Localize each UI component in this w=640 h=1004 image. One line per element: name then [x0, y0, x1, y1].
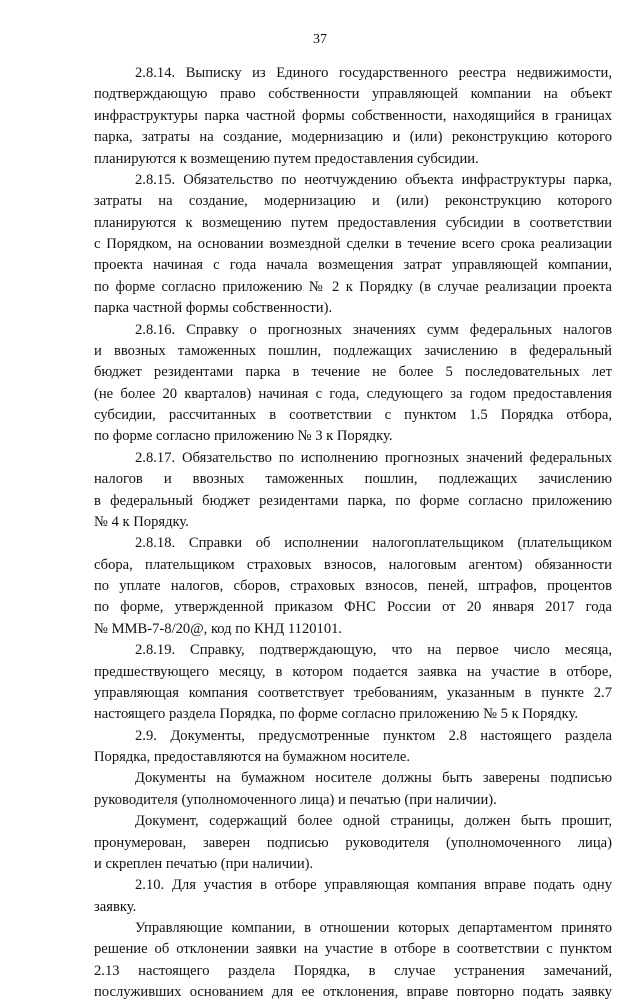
text-line: 2.10. Для участия в отборе управляющая компания вправе подать одну: [135, 877, 612, 894]
text-line: по уплате налогов, сборов, страховых взносов, пеней, штрафов, процентов: [94, 578, 612, 594]
text-line: 2.8.19. Справку, подтверждающую, что на первое число месяца,: [135, 642, 612, 659]
paragraph: [94, 726, 612, 769]
text-line: Документ, содержащий более одной страницы, должен быть прошит,: [135, 813, 612, 830]
paragraph: [94, 640, 612, 726]
document-body: [94, 63, 612, 1004]
text-line: в федеральный бюджет резидентами парка, по форме согласно приложению: [94, 492, 612, 509]
text-line: по форме согласно приложению № 3 к Порядку.: [94, 428, 393, 445]
text-line: управляющая компания соответствует требованиям, указанным в пункте 2.7: [94, 684, 612, 701]
text-line: 2.8.14. Выписку из Единого государственного реестра недвижимости,: [135, 65, 612, 81]
page-number: 37: [313, 32, 327, 47]
text-line: 2.9. Документы, предусмотренные пунктом 2.8 настоящего раздела: [135, 727, 612, 744]
text-line: сбора, плательщиком страховых взносов, налоговым агентом) обязанности: [94, 556, 612, 573]
text-line: планируются к возмещению путем предоставления субсидии.: [94, 150, 479, 167]
text-line: послуживших основанием для ее отклонения, вправе повторно подать заявку: [94, 984, 612, 1001]
text-line: руководителя (уполномоченного лица) и печатью (при наличии).: [94, 791, 497, 808]
paragraph: [94, 320, 612, 448]
text-line: затраты на создание, модернизацию и (или) реконструкцию которого: [94, 193, 612, 210]
text-line: и скреплен печатью (при наличии).: [94, 855, 314, 872]
text-line: подтверждающую право собственности управляющей компании на объект: [94, 86, 612, 103]
paragraph: [94, 875, 612, 918]
text-line: (не более 20 кварталов) начиная с года, следующего за годом предоставления: [94, 385, 612, 402]
text-line: № 4 к Порядку.: [94, 513, 189, 530]
text-line: планируются к возмещению путем предоставления субсидии в соответствии: [94, 214, 612, 231]
text-line: предшествующего месяцу, в котором подается заявка на участие в отборе,: [94, 663, 612, 680]
text-line: субсидии, рассчитанных в соответствии с пунктом 1.5 Порядка отбора,: [94, 407, 612, 423]
text-line: пронумерован, заверен подписью руководителя (уполномоченного лица): [94, 834, 612, 851]
text-line: парка частной формы собственности).: [94, 300, 333, 317]
text-line: Документы на бумажном носителе должны быть заверены подписью: [135, 770, 612, 787]
text-line: 2.8.17. Обязательство по исполнению прогнозных значений федеральных: [135, 449, 612, 466]
paragraph: [94, 918, 612, 1004]
paragraph: [94, 448, 612, 534]
paragraph: [94, 170, 612, 320]
paragraph: [94, 768, 612, 811]
text-line: 2.8.15. Обязательство по неотчуждению объекта инфраструктуры парка,: [135, 171, 612, 188]
text-line: № ММВ-7-8/20@, код по КНД 1120101.: [94, 620, 343, 637]
text-line: парка, затраты на создание, модернизацию и (или) реконструкцию которого: [94, 129, 612, 146]
text-line: налогов и ввозных таможенных пошлин, подлежащих зачислению: [94, 471, 612, 488]
text-line: 2.13 настоящего раздела Порядка, в случае устранения замечаний,: [94, 962, 612, 979]
text-line: решение об отклонении заявки на участие в отборе в соответствии с пунктом: [94, 941, 612, 958]
text-line: по форме согласно приложению № 2 к Порядку (в случае реализации проекта: [94, 278, 612, 295]
paragraph: [94, 63, 612, 170]
paragraph: [94, 811, 612, 875]
text-line: Порядка, предоставляются на бумажном носителе.: [94, 749, 411, 765]
text-line: бюджет резидентами парка в течение не более 5 последовательных лет: [94, 364, 612, 381]
text-line: инфраструктуры парка частной формы собственности, находящийся в границах: [94, 107, 612, 124]
text-line: 2.8.18. Справки об исполнении налогоплательщиком (плательщиком: [135, 535, 612, 552]
text-line: и ввозных таможенных пошлин, подлежащих зачислению в федеральный: [94, 342, 612, 359]
text-line: 2.8.16. Справку о прогнозных значениях сумм федеральных налогов: [135, 321, 612, 338]
text-line: заявку.: [94, 898, 137, 915]
text-line: проекта начиная с года начала возмещения затрат управляющей компании,: [94, 257, 612, 274]
text-line: по форме, утвержденной приказом ФНС России от 20 января 2017 года: [94, 599, 612, 616]
paragraph: [94, 533, 612, 640]
text-line: настоящего раздела Порядка, по форме согласно приложению № 5 к Порядку.: [94, 706, 578, 723]
text-line: с Порядком, на основании возмездной сделки в течение всего срока реализации: [94, 236, 612, 252]
text-line: Управляющие компании, в отношении которых департаментом принято: [135, 920, 612, 936]
